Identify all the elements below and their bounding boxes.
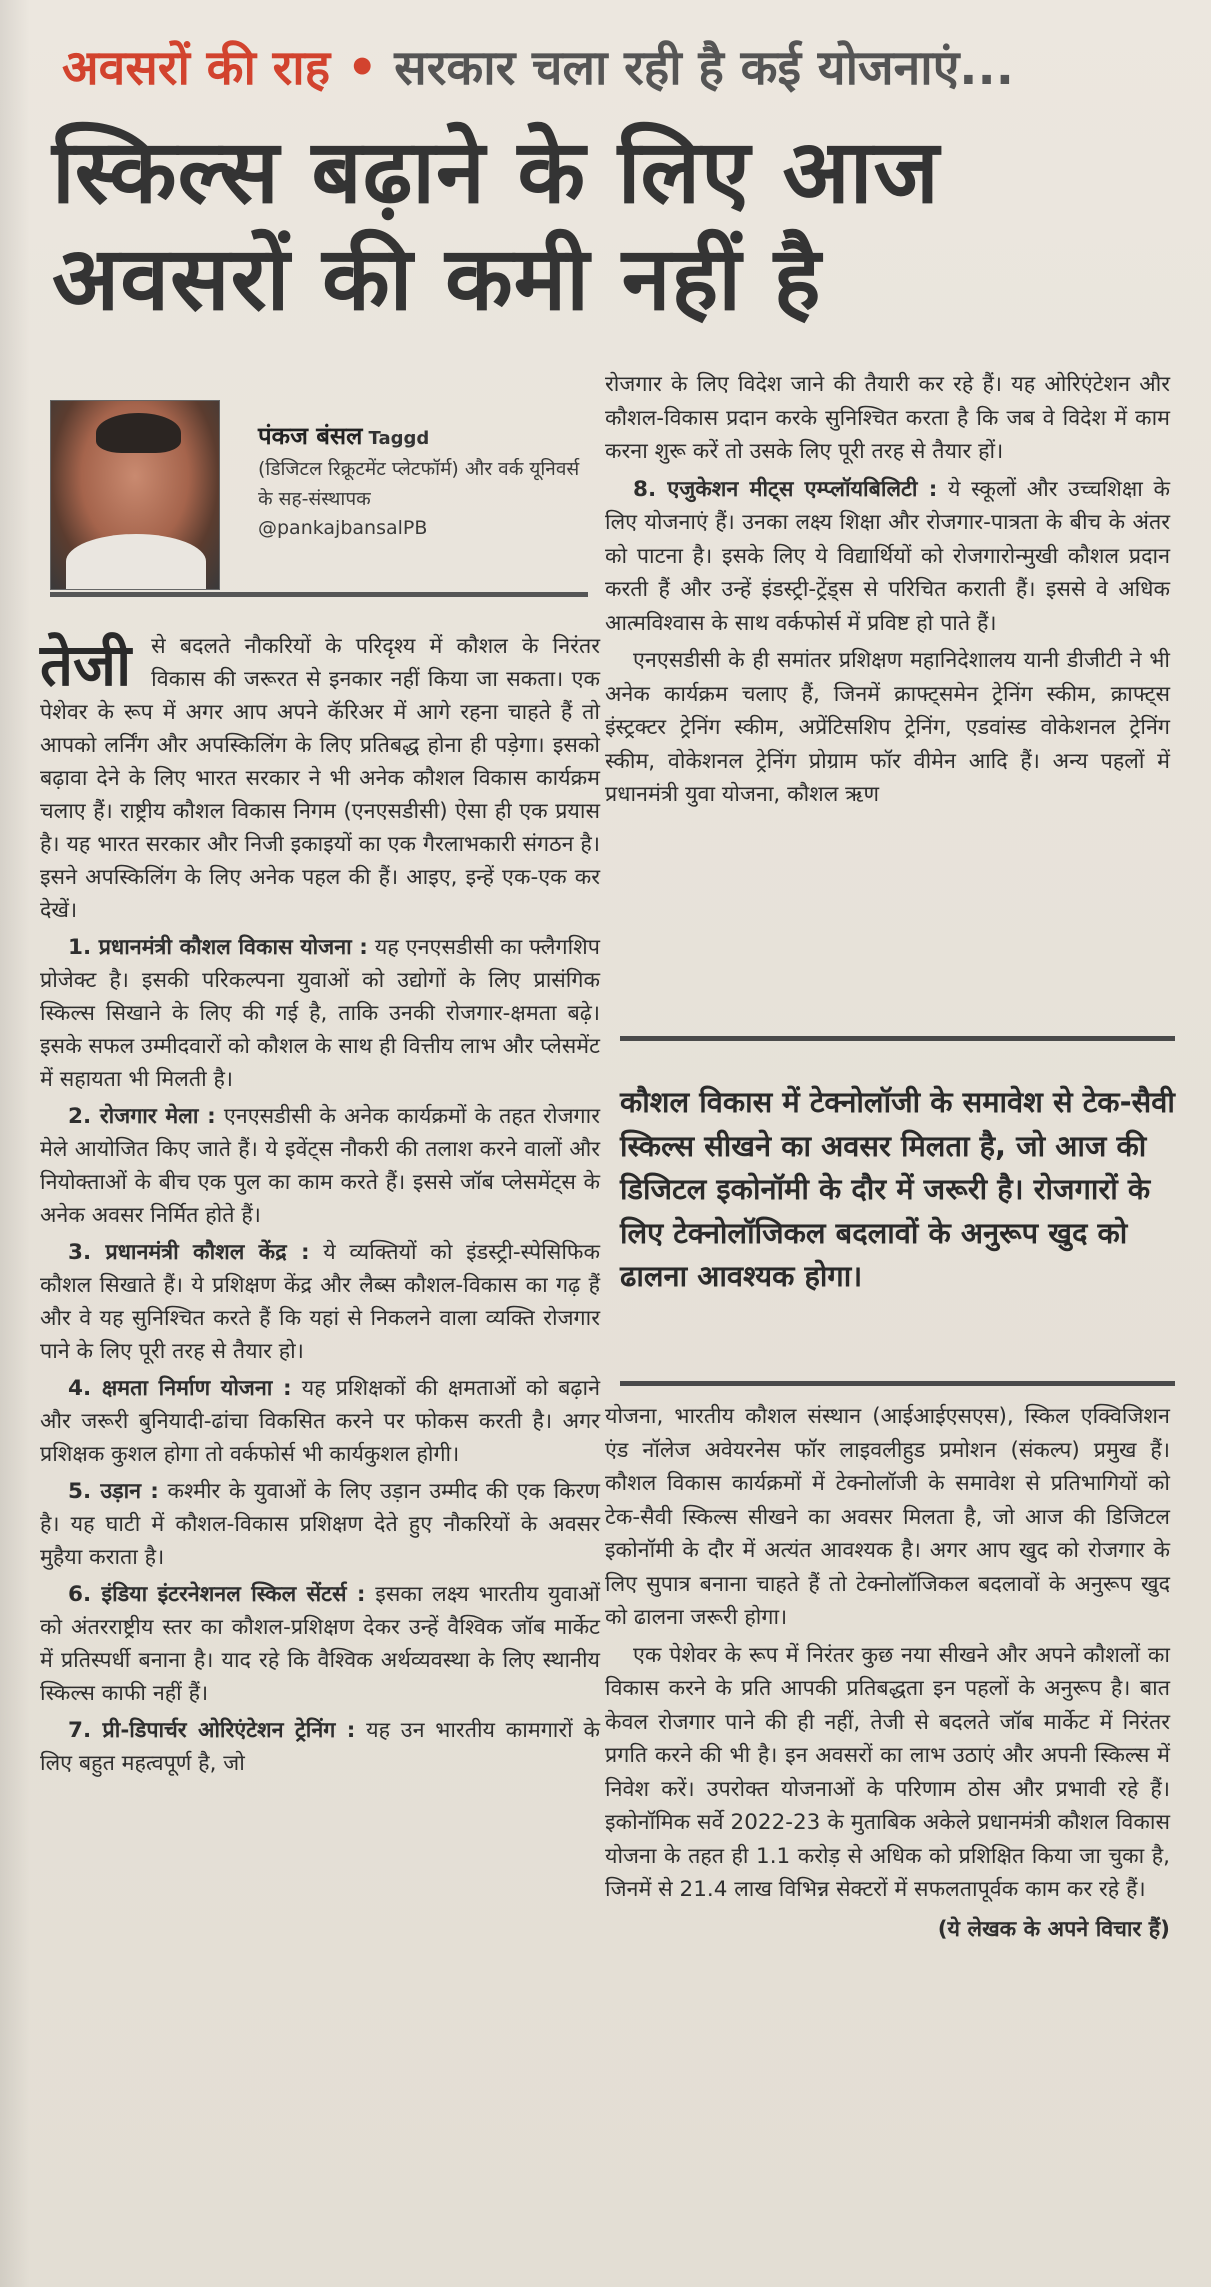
author-org: Taggd	[368, 428, 430, 449]
left-column	[40, 630, 600, 1784]
headline-line-1: स्किल्स बढ़ाने के लिए आज	[52, 120, 940, 223]
list-item	[40, 1475, 600, 1574]
item-title: 8. एजुकेशन मीट्स एम्प्लॉयबिलिटी :	[633, 476, 938, 502]
item-text: कश्मीर के युवाओं के लिए उड़ान उम्मीद की एक किरण है। यह घाटी में कौशल-विकास प्रशिक्षण देते हुए नौकरियों के अवसर मुहैया कराता है।	[40, 1479, 600, 1570]
item-text: यह उन भारतीय कामगारों के लिए बहुत महत्वपूर्ण है, जो	[40, 1718, 600, 1776]
item-text: यह एनएसडीसी का फ्लैगशिप प्रोजेक्ट है। इसकी परिकल्पना युवाओं को उद्योगों के लिए प्रासंगिक स्किल्स सिखाने के लिए की गई है, ताकि उनकी रोजगार-क्षमता बढ़े। इसके सफल उम्मीदवारों को कौशल के साथ ही वित्तीय लाभ और प्लेसमेंट में सहायता भी मिलती है।	[40, 935, 601, 1092]
intro-text: से बदलते नौकरियों के परिदृश्य में कौशल के निरंतर विकास की जरूरत से इनकार नहीं किया जा सकता। एक पेशेवर के रूप में अगर आप अपने कॅरिअर में आगे रहना चाहते हैं तो आपको लर्निंग और अपस्किलिंग के लिए प्रतिबद्ध होना ही पड़ेगा। इसको बढ़ावा देने के लिए भारत सरकार ने भी अनेक कौशल विकास कार्यक्रम चलाए हैं। राष्ट्रीय कौशल विकास निगम (एनएसडीसी) ऐसा ही एक प्रयास है। यह भारत सरकार और निजी इकाइयों का एक गैरलाभकारी संगठन है। इसने अपस्किलिंग के लिए अनेक पहल की हैं। आइए, इन्हें एक-एक कर देखें।	[40, 634, 600, 923]
item-text: ये व्यक्तियों को इंडस्ट्री-स्पेसिफिक कौशल सिखाते हैं। ये प्रशिक्षण केंद्र और लैब्स कौशल-विकास का गढ़ हैं और वे यह सुनिश्चित करते हैं कि यहां से निकलने वाला व्यक्ति रोजगार पाने के लिए पूरी तरह से तैयार हो।	[40, 1240, 600, 1364]
kicker-dot: •	[346, 40, 378, 96]
pull-quote-top-rule	[620, 1036, 1175, 1041]
item-title: 1. प्रधानमंत्री कौशल विकास योजना :	[68, 935, 368, 960]
continuation-paragraph: रोजगार के लिए विदेश जाने की तैयारी कर रहे हैं। यह ओरिएंटेशन और कौशल-विकास प्रदान करके सुनिश्चित करता है कि जब वे विदेश में काम करना शुरू करें तो उसके लिए पूरी तरह से तैयार हों।	[605, 372, 1170, 465]
author-photo	[50, 400, 220, 590]
list-item	[40, 1372, 600, 1471]
pull-quote-bottom-rule	[620, 1381, 1175, 1386]
list-item	[40, 931, 600, 1096]
headline-line-2: अवसरों की कमी नहीं है	[52, 227, 822, 331]
list-item	[605, 473, 1170, 641]
item-text: ये स्कूलों और उच्चशिक्षा के लिए योजनाएं हैं। उनका लक्ष्य शिक्षा और रोजगार-पात्रता के बीच के अंतर को पाटना है। इसके लिए ये विद्यार्थियों को रोजगारोन्मुखी कौशल प्रदान करती हैं और उन्हें इंडस्ट्री-ट्रेंड्स से परिचित कराती हैं। इससे वे अधिक आत्मविश्वास के साथ वर्कफोर्स में प्रविष्ट हो पाते हैं।	[605, 476, 1170, 636]
author-photo-hair	[96, 413, 181, 453]
item-text: यह प्रशिक्षकों की क्षमताओं को बढ़ाने और जरूरी बुनियादी-ढांचा विकसित करने पर फोकस करती है। अगर प्रशिक्षक कुशल होगा तो वर्कफोर्स भी कार्यकुशल होगी।	[40, 1376, 601, 1467]
page-shadow	[0, 0, 30, 2287]
author-divider	[50, 592, 588, 597]
item-text: एनएसडीसी के अनेक कार्यक्रमों के तहत रोजगार मेले आयोजित किए जाते हैं। ये इवेंट्स नौकरी की तलाश करने वालों और नियोक्ताओं के बीच एक पुल का काम करते हैं। इससे जॉब प्लेसमेंट्स के अनेक अवसर निर्मित होते हैं।	[40, 1104, 600, 1228]
item-title: 5. उड़ान :	[68, 1479, 159, 1504]
intro-paragraph	[40, 630, 600, 927]
right-column-top	[605, 368, 1170, 816]
headline	[52, 118, 1172, 333]
list-item	[40, 1236, 600, 1368]
pull-quote: कौशल विकास में टेक्नोलॉजी के समावेश से टेक-सैवी स्किल्स सीखने का अवसर मिलता है, जो आज की डिजिटल इकोनॉमी के दौर में जरूरी है। रोजगारों के लिए टेक्नोलॉजिकल बदलावों के अनुरूप खुद को ढालना आवश्यक होगा।	[620, 1085, 1175, 1293]
item-title: 2. रोजगार मेला :	[68, 1104, 216, 1129]
kicker-red: अवसरों की राह	[62, 40, 331, 96]
dgt-paragraph: एनएसडीसी के ही समांतर प्रशिक्षण महानिदेशालय यानी डीजीटी ने भी अनेक कार्यक्रम चलाए हैं, जिनमें क्राफ्ट्समेन ट्रेनिंग स्कीम, क्राफ्ट्स इंस्ट्रक्टर ट्रेनिंग स्कीम, अप्रेंटिसशिप ट्रेनिंग, एडवांस्ड वोकेशनल ट्रेनिंग स्कीम, वोकेशनल ट्रेनिंग प्रोग्राम फॉर वीमेन आदि हैं। अन्य पहलों में प्रधानमंत्री युवा योजना, कौशल ऋण	[605, 648, 1170, 808]
item-title: 6. इंडिया इंटरनेशनल स्किल सेंटर्स :	[68, 1582, 366, 1607]
author-photo-shirt	[66, 534, 206, 589]
disclaimer: (ये लेखक के अपने विचार हैं)	[937, 1916, 1170, 1942]
kicker-rest: सरकार चला रही है कई योजनाएं...	[394, 40, 1014, 96]
kicker	[62, 40, 1182, 98]
author-box	[50, 400, 588, 600]
list-item	[40, 1578, 600, 1710]
list-item	[40, 1100, 600, 1232]
item-text: इसका लक्ष्य भारतीय युवाओं को अंतरराष्ट्रीय स्तर का कौशल-प्रशिक्षण देकर उन्हें वैश्विक जॉब मार्केट में प्रतिस्पर्धी बनाना है। याद रहे कि वैश्विक अर्थव्यवस्था के लिए स्थानीय स्किल्स काफी नहीं हैं।	[40, 1582, 600, 1706]
dropcap: तेजी	[40, 631, 132, 699]
list-item	[40, 1714, 600, 1780]
author-info	[258, 418, 588, 544]
item-title: 3. प्रधानमंत्री कौशल केंद्र :	[68, 1240, 310, 1265]
pull-quote-box	[620, 1036, 1175, 1386]
right-column-bottom	[605, 1400, 1170, 1951]
after-quote-paragraph: योजना, भारतीय कौशल संस्थान (आईआईएसएस), स्किल एक्विजिशन एंड नॉलेज अवेयरनेस फॉर लाइवलीहुड प्रमोशन (संकल्प) प्रमुख हैं। कौशल विकास कार्यक्रमों में टेक्नोलॉजी के समावेश से प्रतिभागियों को टेक-सैवी स्किल्स सीखने का अवसर मिलता है, जो आज की डिजिटल इकोनॉमी के दौर में अत्यंत आवश्यक है। अगर आप खुद को रोजगार के लिए सुपात्र बनाना चाहते हैं तो टेक्नोलॉजिकल बदलावों के अनुरूप खुद को ढालना जरूरी होगा।	[605, 1404, 1170, 1631]
author-handle: @pankajbansalPB	[258, 517, 428, 540]
closing-paragraph: एक पेशेवर के रूप में निरंतर कुछ नया सीखने और अपने कौशलों का विकास करने के प्रति आपकी प्रतिबद्धता इन पहलों के अनुरूप है। बात केवल रोजगार पाने की ही नहीं, तेजी से बदलते जॉब मार्केट में निरंतर प्रगति करने की भी है। इन अवसरों का लाभ उठाएं और अपनी स्किल्स में निवेश करें। उपरोक्त योजनाओं के परिणाम ठोस और प्रभावी रहे हैं। इकोनॉमिक सर्वे 2022-23 के मुताबिक अकेले प्रधानमंत्री कौशल विकास योजना के तहत ही 1.1 करोड़ से अधिक को प्रशिक्षित किया जा चुका है, जिनमें से 21.4 लाख विभिन्न सेक्टरों में सफलतापूर्वक काम कर रहे हैं।	[605, 1642, 1170, 1903]
item-title: 4. क्षमता निर्माण योजना :	[68, 1376, 292, 1401]
author-name: पंकज बंसल	[258, 422, 363, 450]
item-title: 7. प्री-डिपार्चर ओरिएंटेशन ट्रेनिंग :	[68, 1718, 356, 1743]
author-role: (डिजिटल रिक्रूटमेंट प्लेटफॉर्म) और वर्क यूनिवर्स के सह-संस्थापक	[258, 458, 580, 510]
